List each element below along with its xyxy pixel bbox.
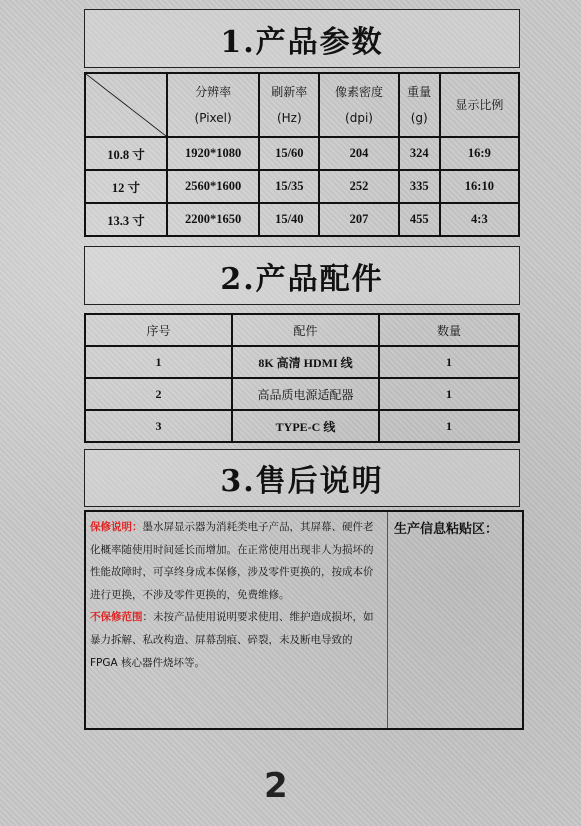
header-refresh: 刷新率 (Hz) <box>259 73 319 137</box>
table-cell: 204 <box>319 137 398 170</box>
params-header-row <box>85 73 519 137</box>
table-cell: 2 <box>85 378 232 410</box>
no-warranty-label: 不保修范围 <box>90 611 143 624</box>
table-cell: 高品质电源适配器 <box>232 378 379 410</box>
warranty-label: 保修说明： <box>90 521 143 533</box>
warranty-text-block <box>86 512 388 728</box>
section3-title: 3.售后说明 <box>220 464 384 499</box>
section3-banner <box>84 449 520 507</box>
table-row <box>85 203 519 236</box>
table-cell: 335 <box>399 170 440 203</box>
params-table <box>84 72 520 237</box>
section2-title: 2.产品配件 <box>220 261 384 297</box>
table-cell: 2200*1650 <box>167 203 259 236</box>
accessories-header-row <box>85 314 519 346</box>
header-ratio: 显示比例 <box>440 73 519 137</box>
section1-title: 1.产品参数 <box>220 24 384 60</box>
sticker-area <box>388 512 522 728</box>
no-warranty-text: ：未按产品使用说明要求使用、维护造成损坏，如暴力拆解、私改构造、屏幕刮痕、碎裂，未及断电导致的 FPGA 核心器件烧坏等。 <box>90 611 374 669</box>
header-weight: 重量 (g) <box>399 73 440 137</box>
size-cell: 13.3 寸 <box>85 203 167 236</box>
header-dpi: 像素密度 (dpi) <box>319 73 398 137</box>
header-quantity: 数量 <box>379 314 519 346</box>
table-cell: 3 <box>85 410 232 442</box>
header-index: 序号 <box>85 314 232 346</box>
table-row <box>85 137 519 170</box>
table-cell: 1 <box>379 410 519 442</box>
table-cell: 2560*1600 <box>167 170 259 203</box>
diagonal-header-cell <box>85 73 167 137</box>
size-cell: 10.8 寸 <box>85 137 167 170</box>
table-row <box>85 170 519 203</box>
table-row <box>85 410 519 442</box>
sticker-area-label: 生产信息粘贴区： <box>394 522 499 537</box>
table-cell: TYPE-C 线 <box>232 410 379 442</box>
warranty-text: 墨水屏显示器为消耗类电子产品，其屏幕、硬件老化概率随使用时间延长而增加。在正常使用出现非人为损坏的性能故障时，可享终身成本保修，涉及零件更换的，按成本价进行更换，不涉及零件更换的，免费维修。 <box>90 521 374 601</box>
table-cell: 252 <box>319 170 398 203</box>
table-cell: 8K 高清 HDMI 线 <box>232 346 379 378</box>
table-cell: 1 <box>379 378 519 410</box>
table-row <box>85 378 519 410</box>
accessories-table <box>84 313 520 443</box>
header-item: 配件 <box>232 314 379 346</box>
table-cell: 4:3 <box>440 203 519 236</box>
section1-banner <box>84 9 520 68</box>
size-cell: 12 寸 <box>85 170 167 203</box>
table-row <box>85 346 519 378</box>
section2-banner <box>84 246 520 305</box>
table-cell: 16:10 <box>440 170 519 203</box>
table-cell: 16:9 <box>440 137 519 170</box>
table-cell: 1920*1080 <box>167 137 259 170</box>
after-sales-box <box>84 510 524 730</box>
page-number: 2 <box>264 766 288 806</box>
table-cell: 1 <box>379 346 519 378</box>
table-cell: 15/40 <box>259 203 319 236</box>
table-cell: 1 <box>85 346 232 378</box>
table-cell: 324 <box>399 137 440 170</box>
table-cell: 15/35 <box>259 170 319 203</box>
header-resolution: 分辨率 (Pixel) <box>167 73 259 137</box>
table-cell: 455 <box>399 203 440 236</box>
table-cell: 15/60 <box>259 137 319 170</box>
table-cell: 207 <box>319 203 398 236</box>
